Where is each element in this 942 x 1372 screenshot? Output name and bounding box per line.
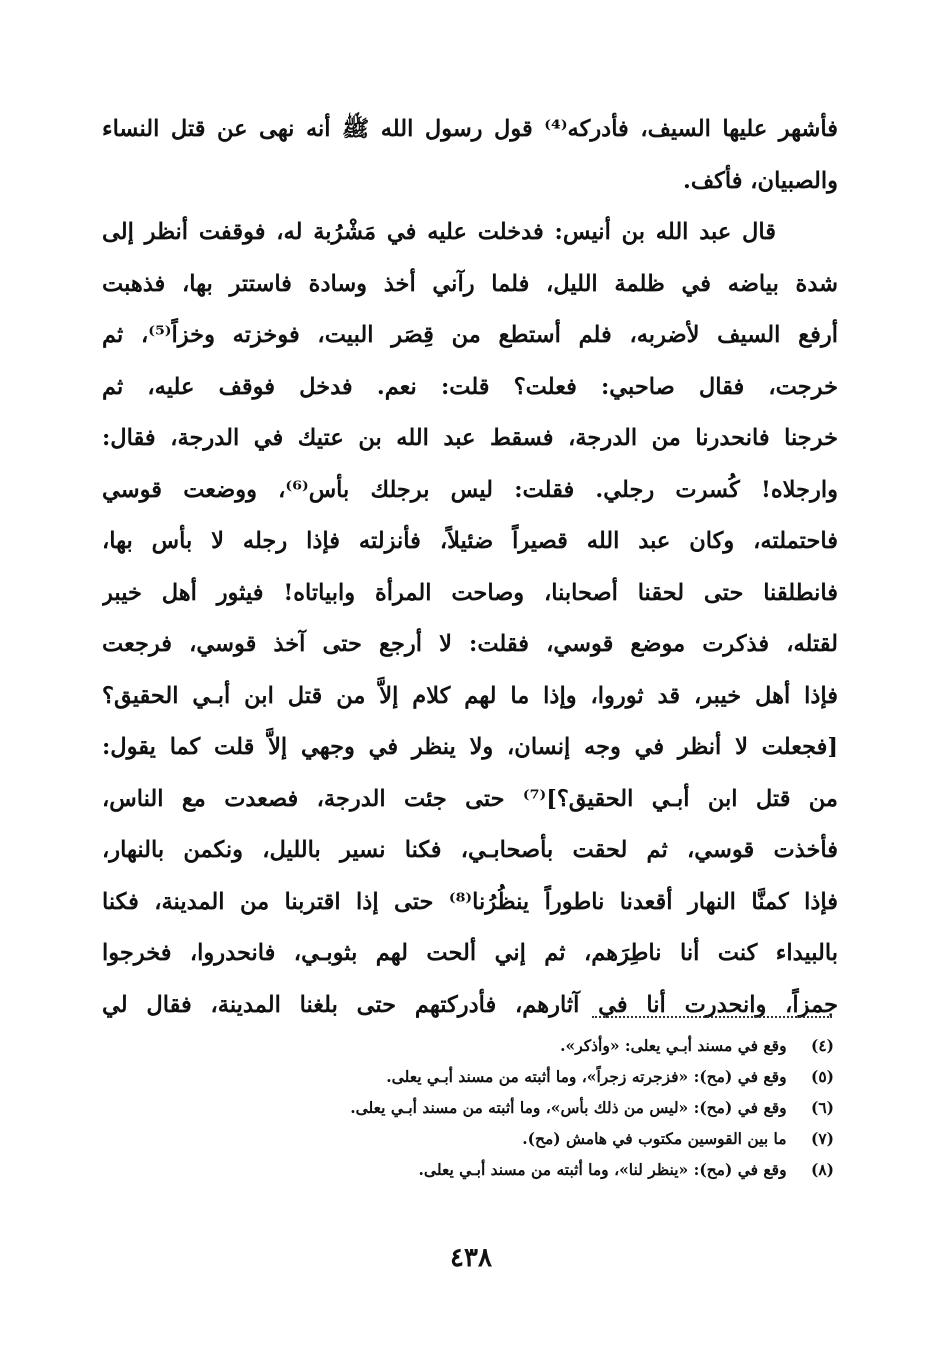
text-line: فانطلقنا حتى لحقنا أصحابنا، وصاحت المرأة وابياتاه! فيثور أهل خيبر	[102, 579, 838, 606]
text-line: خرجنا فانحدرنا من الدرجة، فسقط عبد الله بن عتيك في الدرجة، فقال:	[102, 425, 838, 451]
text-line: فأخذت قوسي، ثم لحقت بأصحابـي، فكنا نسير بالليل، ونكمن بالنهار،	[102, 837, 838, 863]
footnote-number: (٦)	[810, 1098, 834, 1117]
footnote	[300, 1123, 834, 1154]
footnote-number: (٤)	[810, 1036, 834, 1055]
footnote-text: وقع في مسند أبـي يعلى: «وأذكر».	[560, 1036, 787, 1055]
text-line: وارجلاه! كُسرت رجلي. فقلت: ليس برجلك بأس⁽⁶⁾، ووضعت قوسي	[102, 476, 838, 503]
text-line: والصبيان، فأكف.	[683, 167, 838, 194]
footnotes	[300, 1030, 834, 1185]
footnote	[300, 1092, 834, 1123]
footnote-text: وقع في (مح): «ينظر لنا»، وما أثبته من مسند أبـي يعلى.	[418, 1160, 787, 1179]
text-line: [فجعلت لا أنظر في وجه إنسان، ولا ينظر في وجهي إلاَّ قلت كما يقول:	[102, 734, 838, 760]
text-line: لقتله، فذكرت موضع قوسي، فقلت: لا أرجع حتى آخذ قوسي، فرجعت	[102, 631, 838, 657]
text-line: جمزاً، وانحدرت أنا في آثارهم، فأدركتهم حتى بلغنا المدينة، فقال لي	[102, 991, 838, 1018]
text-line: شدة بياضه في ظلمة الليل، فلما رآني أخذ وسادة فاستتر بها، فذهبت	[102, 270, 838, 297]
main-text	[102, 104, 838, 1031]
footnote-number: (٥)	[810, 1067, 834, 1086]
text-line: فاحتملته، وكان عبد الله قصيراً ضئيلاً، فأنزلته فإذا رجله لا بأس بها،	[102, 528, 838, 554]
text-line: فإذا كمنَّا النهار أقعدنا ناطوراً ينظُرُنا⁽⁸⁾ حتى إذا اقتربنا من المدينة، فكنا	[102, 888, 838, 915]
text-line: فإذا أهل خيبر، قد ثوروا، وإذا ما لهم كلام إلاَّ من قتل ابن أبـي الحقيق؟	[102, 682, 838, 709]
footnote	[300, 1030, 834, 1061]
footnote-text: ما بين القوسين مكتوب في هامش (مح).	[522, 1129, 787, 1148]
footnote-text: وقع في (مح): «فزجرته زجراً»، وما أثبته من مسند أبـي يعلى.	[386, 1067, 787, 1086]
text-line: من قتل ابن أبـي الحقيق؟]⁽⁷⁾ حتى جئت الدرجة، فصعدت مع الناس،	[102, 785, 838, 812]
text-line: خرجت، فقال صاحبي: فعلت؟ قلت: نعم. فدخل فوقف عليه، ثم	[102, 373, 838, 400]
footnote	[300, 1154, 834, 1185]
text-line: قال عبد الله بن أنيس: فدخلت عليه في مَشْرُبة له، فوقفت أنظر إلى	[102, 219, 776, 245]
footnote	[300, 1061, 834, 1092]
text-line: أرفع السيف لأضربه، فلم أستطع من قِصَر البيت، فوخزته وخزاً⁽⁵⁾، ثم	[102, 322, 838, 348]
footnote-number: (٧)	[810, 1129, 834, 1148]
footnote-number: (٨)	[810, 1160, 834, 1179]
text-line: بالبيداء كنت أنا ناطِرَهم، ثم إني ألحت لهم بثوبـي، فانحدروا، فخرجوا	[102, 940, 838, 966]
page-number: ٤٣٨	[450, 1243, 492, 1273]
footnote-text: وقع في (مح): «ليس من ذلك بأس»، وما أثبته من مسند أبـي يعلى.	[350, 1098, 787, 1117]
footnote-divider	[592, 1016, 832, 1018]
text-line: فأشهر عليها السيف، فأدركه⁽⁴⁾ قول رسول الله ﷺ أنه نهى عن قتل النساء	[102, 116, 838, 142]
